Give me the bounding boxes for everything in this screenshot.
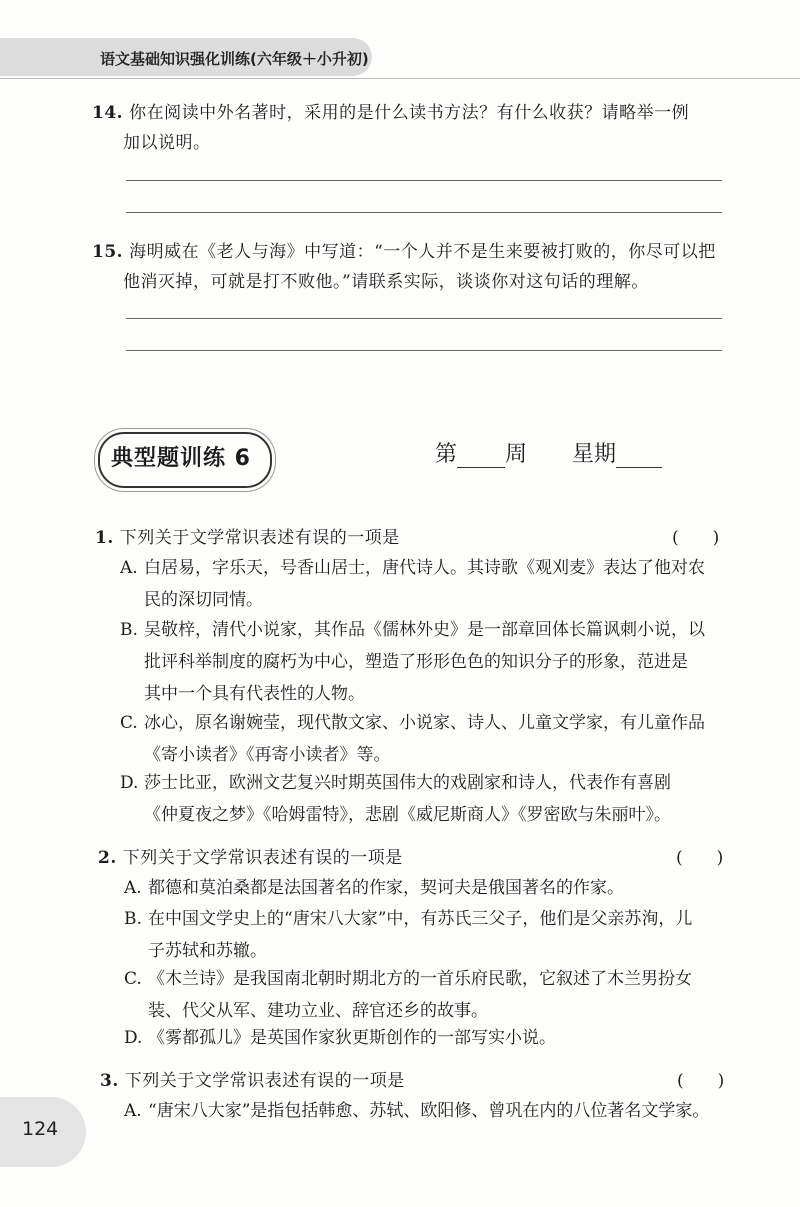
option-text: 子苏轼和苏辙。 (148, 941, 267, 961)
option-label: B. (124, 909, 142, 929)
question-number: 1. (95, 528, 114, 548)
mc-question-3 (100, 1066, 405, 1096)
option-label: C. (124, 969, 142, 989)
option-label: C. (120, 713, 138, 733)
answer-parens[interactable]: ( ) (677, 1071, 725, 1091)
answer-line (126, 350, 722, 351)
option-a (124, 1095, 744, 1127)
week-blank[interactable] (457, 445, 505, 468)
answer-line (126, 180, 722, 181)
option-text: 吴敬梓，清代小说家，其作品《儒林外史》是一部章回体长篇讽刺小说，以 (144, 620, 705, 640)
option-text: 都德和莫泊桑都是法国著名的作家，契诃夫是俄国著名的作家。 (148, 878, 624, 898)
option-d (120, 767, 732, 831)
option-text: 民的深切同情。 (144, 590, 263, 610)
question-stem: 下列关于文学常识表述有误的一项是 (122, 848, 403, 868)
option-text: 装、代父从军、建功立业、辞官还乡的故事。 (148, 1001, 488, 1021)
weekday-label (572, 437, 662, 468)
answer-line (126, 212, 722, 213)
answer-parens[interactable]: ( ) (672, 528, 720, 548)
weekday-blank[interactable] (616, 445, 662, 468)
option-label: A. (124, 1101, 142, 1121)
option-text: 《寄小读者》《再寄小读者》等。 (144, 745, 391, 765)
question-14 (92, 98, 732, 158)
option-label: A. (124, 878, 142, 898)
option-text: 《仲夏夜之梦》《哈姆雷特》，悲剧《威尼斯商人》《罗密欧与朱丽叶》。 (144, 805, 671, 825)
option-a (124, 872, 732, 904)
option-text: 冰心，原名谢婉莹，现代散文家、小说家、诗人、儿童文学家，有儿童作品 (144, 713, 705, 733)
week-label (435, 437, 527, 468)
book-title: 语文基础知识强化训练(六年级＋小升初) (100, 50, 369, 68)
option-text: 《木兰诗》是我国南北朝时期北方的一首乐府民歌，它叙述了木兰男扮女 (148, 969, 692, 989)
page-number: 124 (22, 1118, 59, 1140)
option-c (120, 707, 732, 771)
option-text: 《雾都孤儿》是英国作家狄更斯创作的一部写实小说。 (148, 1028, 556, 1048)
answer-parens[interactable]: ( ) (676, 848, 724, 868)
option-b (120, 614, 732, 710)
week-zhou: 周 (505, 442, 528, 467)
option-text: 批评科举制度的腐朽为中心，塑造了形形色色的知识分子的形象，范进是 (144, 652, 688, 672)
option-label: D. (120, 773, 139, 793)
question-15 (92, 237, 732, 297)
mc-question-1 (95, 523, 400, 553)
question-text-line: 你在阅读中外名著时，采用的是什么读书方法？有什么收获？请略举一例 (129, 103, 690, 123)
option-a (120, 552, 732, 616)
option-text: 白居易，字乐天，号香山居士，唐代诗人。其诗歌《观刈麦》表达了他对农 (144, 558, 705, 578)
option-text: “唐宋八大家”是指包括韩愈、苏轼、欧阳修、曾巩在内的八位著名文学家。 (148, 1101, 710, 1121)
question-text-line: 加以说明。 (123, 133, 211, 153)
question-number: 2. (98, 848, 117, 868)
option-label: D. (124, 1028, 143, 1048)
option-c (124, 963, 732, 1027)
option-b (124, 903, 732, 967)
question-stem: 下列关于文学常识表述有误的一项是 (119, 528, 400, 548)
header-divider (0, 78, 800, 79)
question-text-line: 他消灭掉，可就是打不败他。”请联系实际，谈谈你对这句话的理解。 (123, 272, 649, 292)
option-d (124, 1022, 732, 1054)
mc-question-2 (98, 843, 403, 873)
week-di: 第 (435, 442, 458, 467)
option-label: A. (120, 558, 138, 578)
option-label: B. (120, 620, 138, 640)
question-stem: 下列关于文学常识表述有误的一项是 (124, 1071, 405, 1091)
answer-line (126, 318, 722, 319)
section-title: 典型题训练 6 (111, 446, 251, 471)
question-number: 14. (92, 103, 124, 123)
question-number: 3. (100, 1071, 119, 1091)
option-text: 其中一个具有代表性的人物。 (144, 684, 365, 704)
option-text: 莎士比亚，欧洲文艺复兴时期英国伟大的戏剧家和诗人，代表作有喜剧 (144, 773, 671, 793)
question-number: 15. (92, 242, 124, 262)
option-text: 在中国文学史上的“唐宋八大家”中，有苏氏三父子，他们是父亲苏洵，儿 (148, 909, 693, 929)
question-text-line: 海明威在《老人与海》中写道：“一个人并不是生来要被打败的，你尽可以把 (129, 242, 716, 262)
weekday-text: 星期 (572, 442, 617, 467)
